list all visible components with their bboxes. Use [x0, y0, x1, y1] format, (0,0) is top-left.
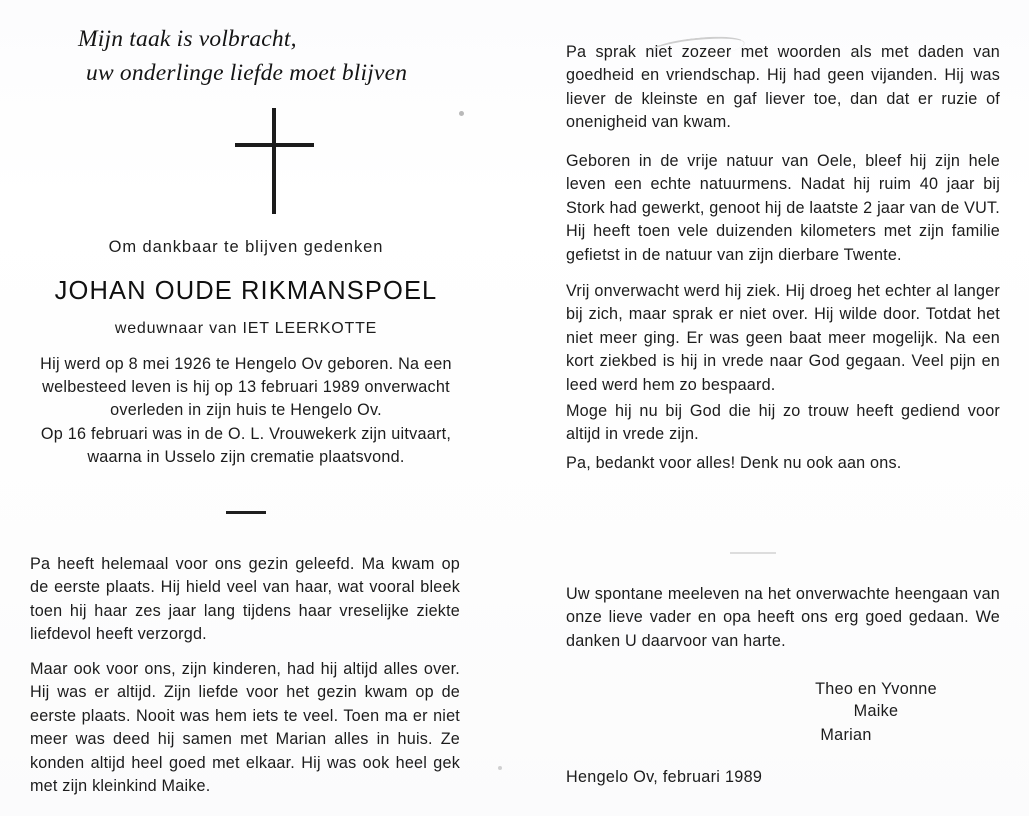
right-paragraph-5: Pa, bedankt voor alles! Denk nu ook aan ons. — [566, 454, 902, 472]
cross-horizontal-bar — [235, 143, 314, 147]
signature-marian — [766, 724, 926, 746]
scan-smudge-middle — [730, 552, 776, 554]
signature-line-2: Maike — [853, 702, 899, 720]
left-paragraph-1: Pa heeft helemaal voor ons gezin geleefd. Ma kwam op de eerste plaats. Hij hield veel van haar, wat vooral bleek toen hij haar zes jaar lang tijdens haar vreselijke ziekte liefdevol heeft verzorgd. — [30, 555, 460, 644]
signature-family — [766, 678, 986, 722]
left-paragraph-2: Maar ook voor ons, zijn kinderen, had hij altijd alles over. Hij was er altijd. Zijn liefde voor het gezin kwam op de eerste plaats. Nooit was hem iets te veel. Toen ma er niet meer was deed hij samen met Marian alles in huis. Ze konden altijd heel goed met elkaar. Hij was ook heel gek met zijn kleinkind Maike. — [30, 660, 460, 796]
right-paragraph-4: Moge hij nu bij God die hij zo trouw heeft gediend voor altijd in vrede zijn. — [566, 402, 1000, 444]
section-divider — [226, 511, 266, 514]
latin-cross-icon — [207, 108, 317, 216]
right-paragraph-3: Vrij onverwacht werd hij ziek. Hij droeg het echter al langer bij zich, maar sprak er niet over. Hij wilde door. Totdat het niet meer ging. Er was geen baat meer mogelijk. Na een kort ziekbed is hij in vrede naar God gegaan. Veel pijn en leed werd hem zo bespaard. — [566, 282, 1000, 394]
funeral-text: Op 16 februari was in de O. L. Vrouwekerk zijn uitvaart, waarna in Usselo zijn crematie plaatsvond. — [40, 424, 452, 466]
deceased-name: JOHAN OUDE RIKMANSPOEL — [54, 277, 438, 305]
cross-vertical-bar — [272, 108, 276, 214]
signature-line-1: Theo en Yvonne — [815, 680, 937, 698]
memorial-verse — [78, 22, 468, 90]
verse-line-1: Mijn taak is volbracht, — [78, 26, 297, 52]
right-paragraph-2: Geboren in de vrije natuur van Oele, bleef hij zijn hele leven een echte natuurmens. Nadat hij ruim 40 jaar bij Stork had gewerkt, genoot hij de laatste 2 jaar van de VUT. Hij heeft toen vele duizenden kilometers met zijn familie gefietst in de natuur van zijn dierbare Twente. — [566, 152, 1000, 264]
signature-line-3: Marian — [820, 726, 872, 744]
left-column — [30, 0, 462, 816]
place-and-date: Hengelo Ov, februari 1989 — [566, 768, 763, 786]
right-column — [566, 0, 1002, 816]
spouse-line: weduwnaar van IET LEERKOTTE — [114, 320, 378, 337]
verse-line-2: uw onderlinge liefde moet blijven — [86, 60, 408, 86]
thanks-paragraph: Uw spontane meeleven na het onverwachte heengaan van onze lieve vader en opa heeft ons erg goed gedaan. We danken U daarvoor van harte. — [566, 585, 1000, 650]
scan-smudge-bottom — [498, 766, 502, 770]
biography-block — [30, 353, 462, 469]
biography-text: Hij werd op 8 mei 1926 te Hengelo Ov geboren. Na een welbesteed leven is hij op 13 februari 1989 onverwacht overleden in zijn huis te Hengelo Ov. — [40, 355, 452, 420]
scan-speck — [459, 111, 464, 116]
right-paragraph-1: Pa sprak niet zozeer met woorden als met daden van goedheid en vriendschap. Hij had geen vijanden. Hij was liever de kleinste en gaf liever toe, dan dat er ruzie of onenigheid van kwam. — [566, 43, 1000, 132]
memorial-intro-text: Om dankbaar te blijven gedenken — [108, 238, 384, 256]
